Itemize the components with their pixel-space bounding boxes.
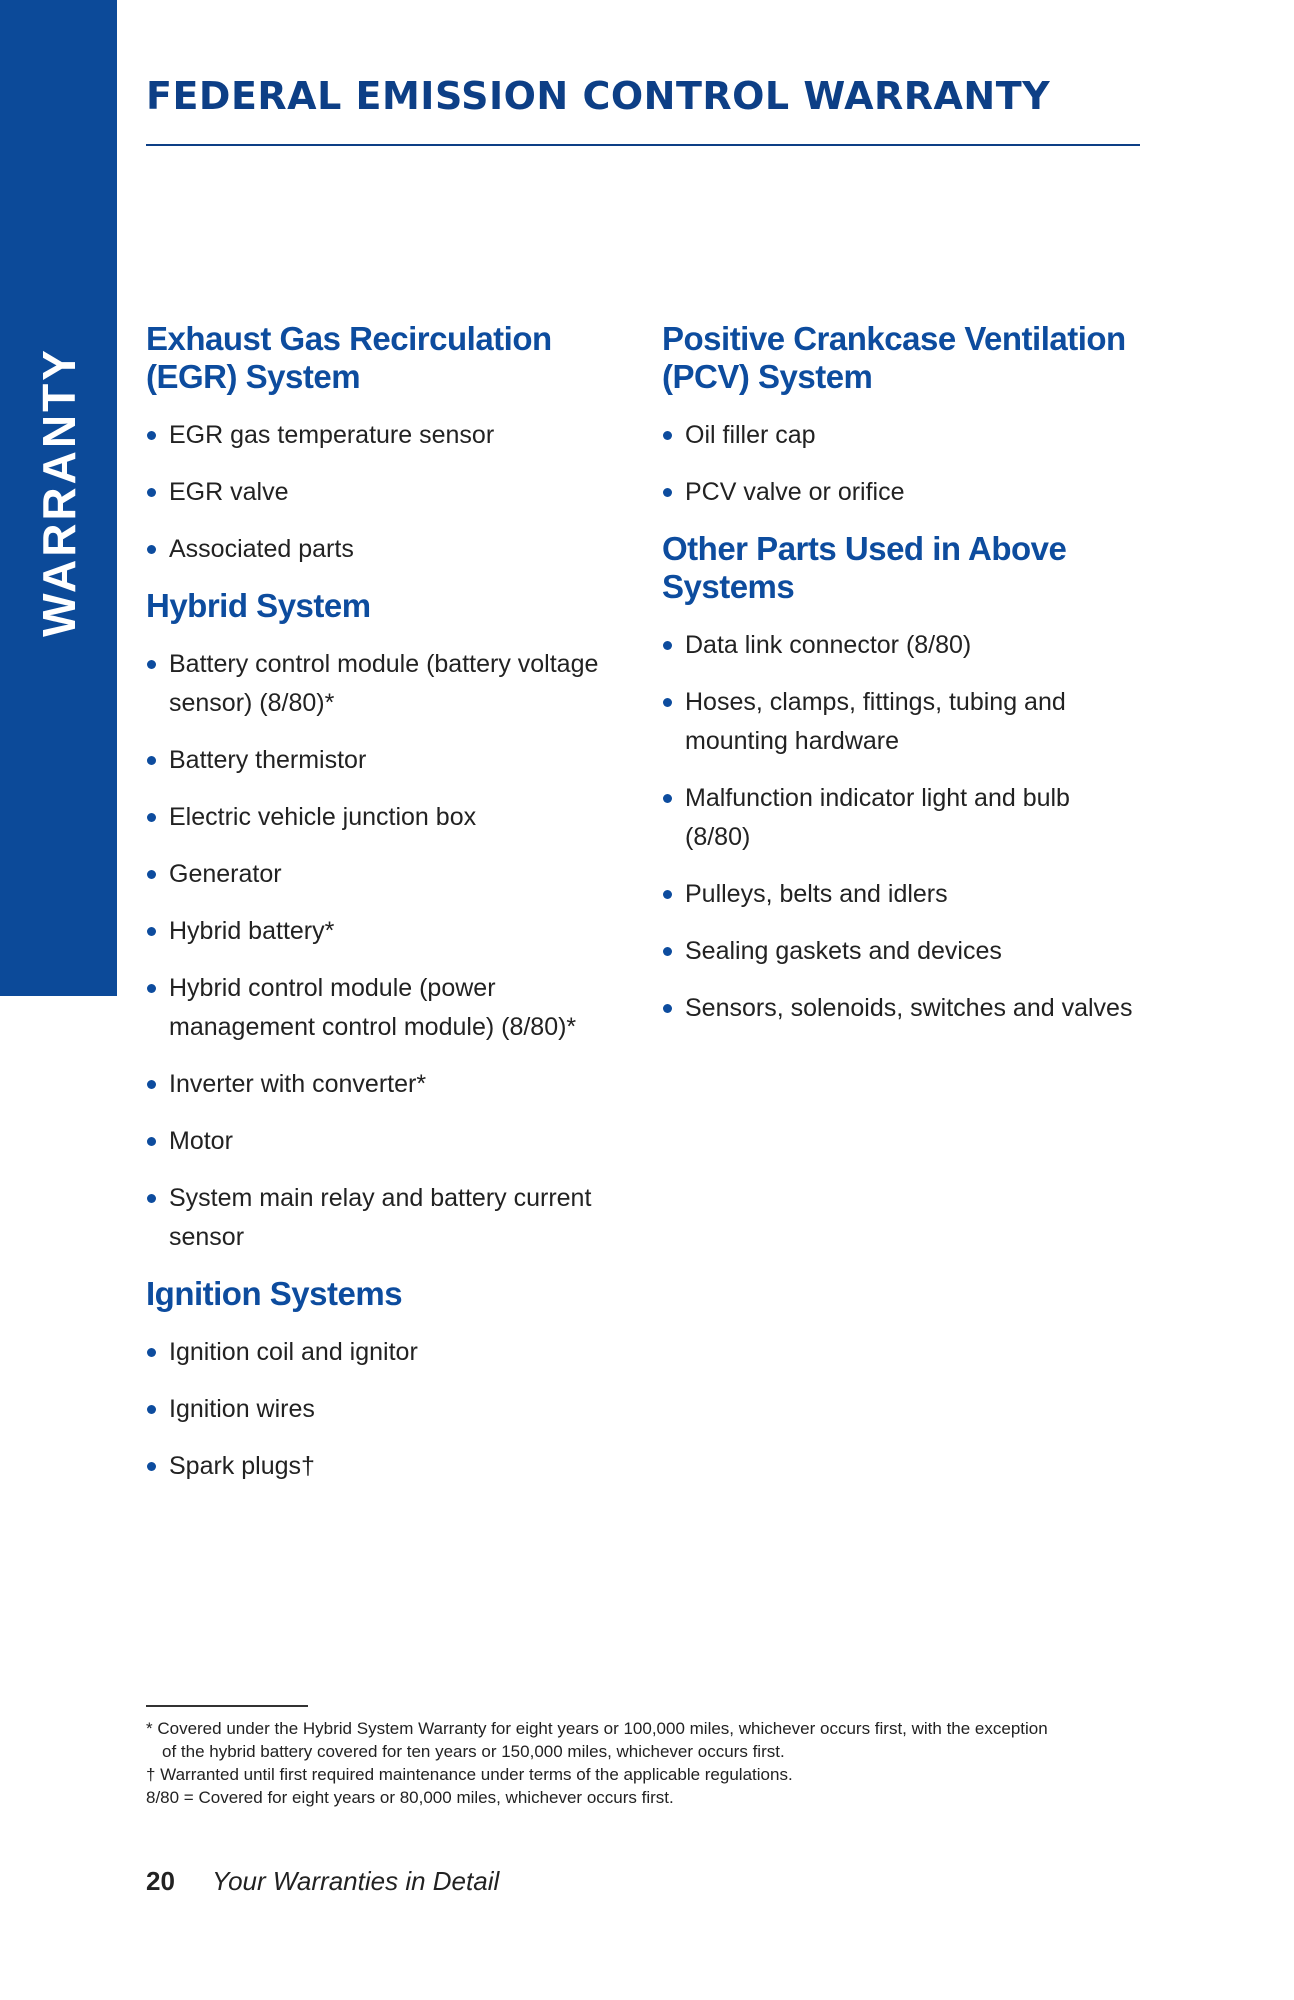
list-item: Associated parts [146,530,616,569]
list-item: Motor [146,1122,616,1161]
list-item: Pulleys, belts and idlers [662,875,1142,914]
list-item: System main relay and battery current sensor [146,1179,616,1257]
footnote-divider [146,1705,308,1707]
list-item: Data link connector (8/80) [662,626,1142,665]
section-heading: Hybrid System [146,587,371,624]
list-item: Hoses, clamps, fittings, tubing and mounting hardware [662,683,1142,761]
list-item: Battery thermistor [146,741,616,780]
bullet-list [662,626,1142,1028]
footnotes [146,1717,1066,1809]
bullet-list [146,645,616,1257]
list-item: Malfunction indicator light and bulb (8/80) [662,779,1142,857]
list-item: Ignition coil and ignitor [146,1333,616,1372]
list-item: Inverter with converter* [146,1065,616,1104]
bullet-list [146,1333,616,1486]
section-heading: Positive Crankcase Ventilation (PCV) System [662,320,1126,395]
list-item: Generator [146,855,616,894]
list-item: Oil filler cap [662,416,1142,455]
left-column [146,320,616,1504]
page-number: 20 [146,1866,175,1896]
title-divider [146,144,1140,146]
side-tab [0,0,117,996]
section-heading: Ignition Systems [146,1275,403,1312]
list-item: Sensors, solenoids, switches and valves [662,989,1142,1028]
section-heading: Other Parts Used in Above Systems [662,530,1067,605]
page-title: FEDERAL EMISSION CONTROL WARRANTY [146,74,1051,118]
right-column [662,320,1142,1046]
list-item: Spark plugs† [146,1447,616,1486]
footnote: † Warranted until first required maintenance under terms of the applicable regulations. [146,1765,793,1784]
list-item: EGR gas temperature sensor [146,416,616,455]
side-tab-label: WARRANTY [33,347,85,637]
section-heading: Exhaust Gas Recirculation (EGR) System [146,320,552,395]
list-item: Ignition wires [146,1390,616,1429]
list-item: Battery control module (battery voltage sensor) (8/80)* [146,645,616,723]
list-item: Sealing gaskets and devices [662,932,1142,971]
bullet-list [146,416,616,569]
list-item: Hybrid battery* [146,912,616,951]
footnote: * Covered under the Hybrid System Warranty for eight years or 100,000 miles, whichever occurs first, with the exception of the hybrid battery covered for ten years or 150,000 miles, whichever occurs first. [146,1719,1048,1761]
bullet-list [662,416,1142,512]
page-footer [146,1866,499,1897]
footer-text: Your Warranties in Detail [212,1866,500,1896]
list-item: EGR valve [146,473,616,512]
list-item: Hybrid control module (power management control module) (8/80)* [146,969,616,1047]
footnote: 8/80 = Covered for eight years or 80,000 miles, whichever occurs first. [146,1788,674,1807]
list-item: Electric vehicle junction box [146,798,616,837]
list-item: PCV valve or orifice [662,473,1142,512]
